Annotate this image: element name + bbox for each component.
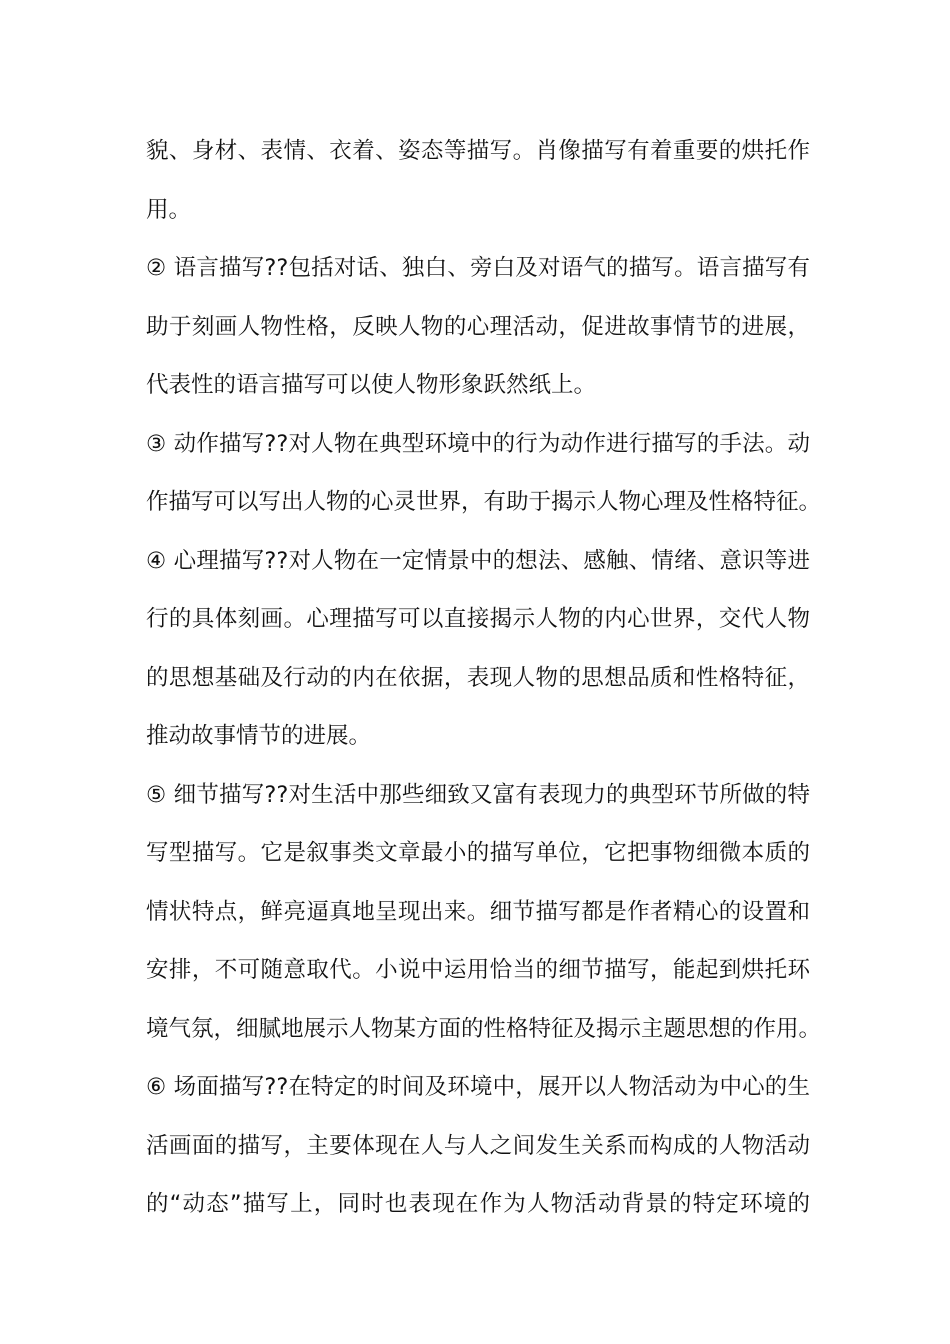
- text-line: 行的具体刻画。心理描写可以直接揭示人物的内心世界，交代人物: [146, 606, 810, 632]
- text-line: 助于刻画人物性格，反映人物的心理活动，促进故事情节的进展，: [146, 313, 810, 340]
- text-line: 境气氛，细腻地展示人物某方面的性格特征及揭示主题思想的作用。: [146, 1015, 822, 1042]
- text-line: ④ 心理描写??对人物在一定情景中的想法、感触、情绪、意识等进: [146, 547, 810, 574]
- text-line: 貌、身材、表情、衣着、姿态等描写。肖像描写有着重要的烘托作: [146, 138, 810, 164]
- text-line: 安排，不可随意取代。小说中运用恰当的细节描写，能起到烘托环: [146, 957, 810, 983]
- text-line: 作描写可以写出人物的心灵世界，有助于揭示人物心理及性格特征。: [146, 489, 822, 515]
- text-line: 的“动态”描写上，同时也表现在作为人物活动背景的特定环境的: [146, 1191, 810, 1217]
- text-line: 推动故事情节的进展。: [146, 723, 372, 749]
- text-line: 活画面的描写，主要体现在人与人之间发生关系而构成的人物活动: [146, 1132, 810, 1159]
- text-line: 代表性的语言描写可以使人物形象跃然纸上。: [146, 372, 597, 398]
- text-line: 情状特点，鲜亮逼真地呈现出来。细节描写都是作者精心的设置和: [146, 898, 810, 925]
- text-line: ② 语言描写??包括对话、独白、旁白及对语气的描写。语言描写有: [146, 255, 810, 281]
- document-page: [146, 122, 822, 1234]
- text-line: 写型描写。它是叙事类文章最小的描写单位，它把事物细微本质的: [146, 840, 810, 866]
- text-line: ⑤ 细节描写??对生活中那些细致又富有表现力的典型环节所做的特: [146, 781, 810, 808]
- text-line: 的思想基础及行动的内在依据，表现人物的思想品质和性格特征，: [146, 664, 810, 691]
- text-line: 用。: [146, 196, 192, 223]
- text-line: ③ 动作描写??对人物在典型环境中的行为动作进行描写的手法。动: [146, 430, 810, 457]
- text-line: ⑥ 场面描写??在特定的时间及环境中，展开以人物活动为中心的生: [146, 1074, 810, 1100]
